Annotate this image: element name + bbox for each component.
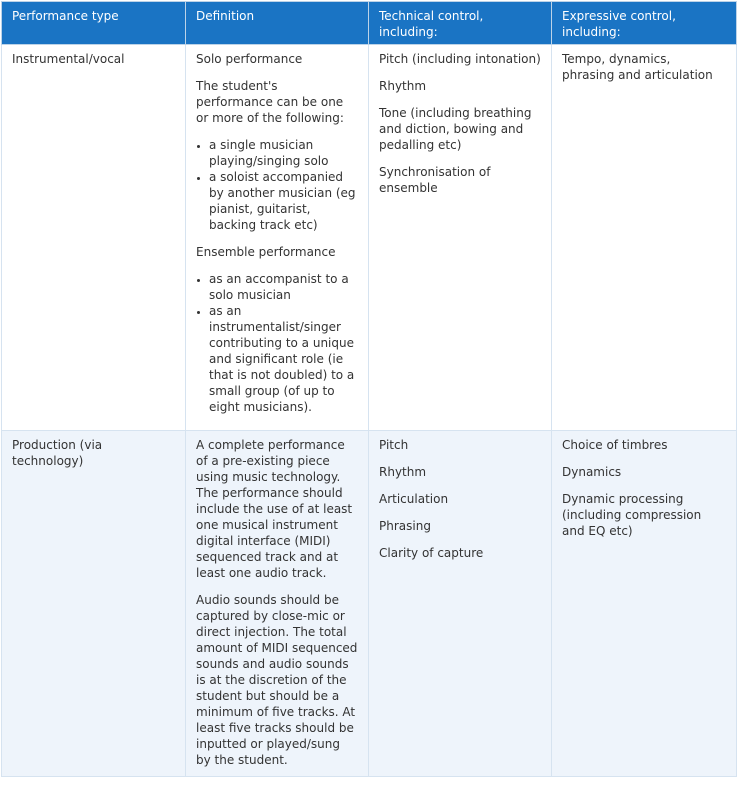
performance-type-cell	[2, 431, 186, 777]
technical-item: Pitch	[379, 438, 409, 452]
table-row	[2, 45, 737, 431]
header-technical-control: Technical control, including:	[369, 2, 552, 45]
table-row	[2, 431, 737, 777]
expressive-control-cell	[552, 431, 737, 777]
definition-list	[196, 271, 358, 415]
definition-heading: Solo performance	[196, 52, 303, 66]
technical-item: Tone (including breathing and diction, bowing and pedalling etc)	[379, 106, 532, 152]
technical-item: Rhythm	[379, 465, 427, 479]
technical-item: Pitch (including intonation)	[379, 52, 541, 66]
definition-cell	[186, 45, 369, 431]
header-row	[2, 2, 737, 45]
definition-list	[196, 137, 358, 233]
technical-item: Articulation	[379, 492, 449, 506]
performance-type-label: Instrumental/vocal	[12, 52, 125, 66]
technical-item: Synchronisation of ensemble	[379, 165, 491, 195]
definition-text: Audio sounds should be captured by close-mic or direct injection. The total amount of MIDI sequenced sounds and audio sounds is at the discretion of the student but should be a minimum of five tracks. At least five tracks should be inputted or played/sung by the student.	[196, 593, 358, 767]
definition-text: A complete performance of a pre-existing piece using music technology. The performance should include the use of at least one musical instrument digital interface (MIDI) sequenced track and at least one audio track.	[196, 438, 353, 580]
expressive-item: Tempo, dynamics, phrasing and articulation	[562, 52, 713, 82]
list-item: • a soloist accompanied by another musician (eg pianist, guitarist, backing track etc)	[209, 169, 358, 233]
header-definition: Definition	[186, 2, 369, 45]
definition-heading: Ensemble performance	[196, 245, 336, 259]
list-item: • as an instrumentalist/singer contributing to a unique and significant role (ie that is not doubled) to a small group (of up to eight musicians).	[209, 303, 358, 415]
performance-type-cell	[2, 45, 186, 431]
performance-table	[1, 1, 737, 777]
expressive-item: Dynamics	[562, 465, 622, 479]
technical-item: Rhythm	[379, 79, 427, 93]
list-item: • as an accompanist to a solo musician	[209, 271, 358, 303]
header-performance-type: Performance type	[2, 2, 186, 45]
list-item: • a single musician playing/singing solo	[209, 137, 358, 169]
expressive-control-cell	[552, 45, 737, 431]
technical-control-cell	[369, 45, 552, 431]
technical-item: Phrasing	[379, 519, 431, 533]
performance-type-label: Production (via technology)	[12, 438, 103, 468]
definition-text: The student's performance can be one or more of the following:	[196, 79, 344, 125]
technical-control-cell	[369, 431, 552, 777]
expressive-item: Dynamic processing (including compression and EQ etc)	[562, 492, 702, 538]
definition-cell	[186, 431, 369, 777]
technical-item: Clarity of capture	[379, 546, 484, 560]
header-expressive-control: Expressive control, including:	[552, 2, 737, 45]
expressive-item: Choice of timbres	[562, 438, 668, 452]
